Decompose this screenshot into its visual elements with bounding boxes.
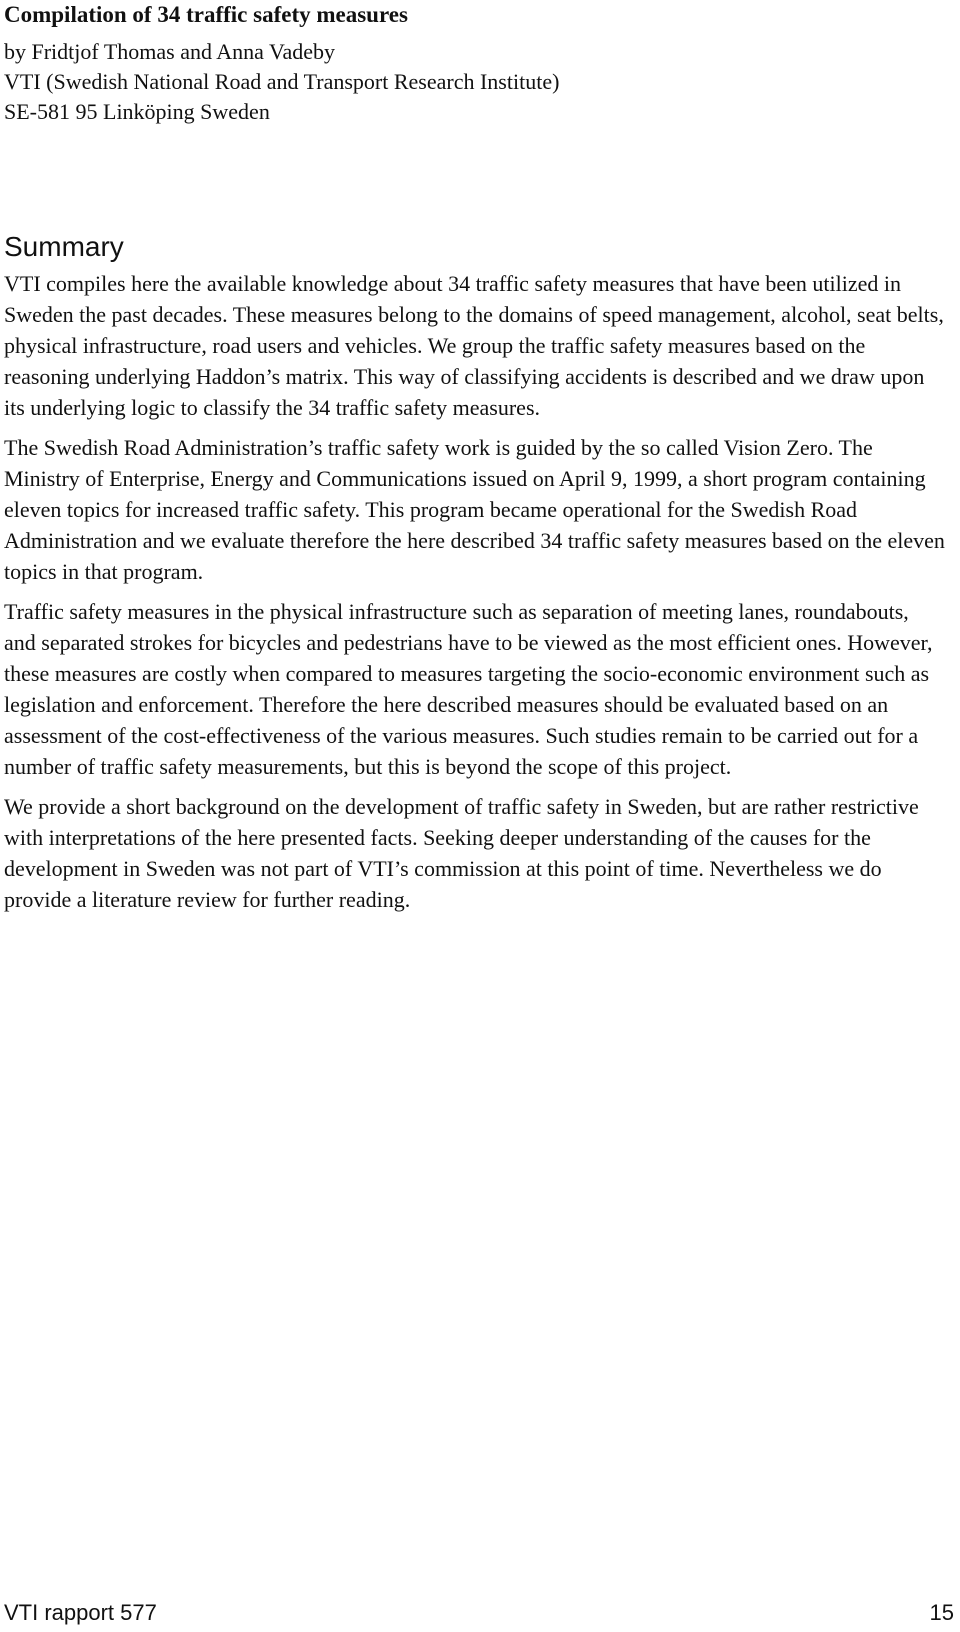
byline-address: SE-581 95 Linköping Sweden xyxy=(4,99,270,124)
page-number: 15 xyxy=(929,1600,954,1625)
summary-paragraph-2: The Swedish Road Administration’s traffic safety work is guided by the so called Vision Zero. The Ministry of Enterprise, Energy and Communications issued on April 9, 1999, a short program containing eleven topics for increased traffic safety. This program became operational for the Swedish Road Administration and we evaluate therefore the here described 34 traffic safety measures based on the eleven topics in that program. xyxy=(4,435,945,584)
document-title: Compilation of 34 traffic safety measures xyxy=(4,2,408,27)
summary-paragraph-4: We provide a short background on the development of traffic safety in Sweden, but are rather restrictive with interpretations of the here presented facts. Seeking deeper understanding of the causes for the development in Sweden was not part of VTI’s commission at this point of time. Nevertheless we do provide a literature review for further reading. xyxy=(4,794,919,912)
summary-paragraph-1: VTI compiles here the available knowledge about 34 traffic safety measures that have been utilized in Sweden the past decades. These measures belong to the domains of speed management, alcohol, seat belts, physical infrastructure, road users and vehicles. We group the traffic safety measures based on the reasoning underlying Haddon’s matrix. This way of classifying accidents is described and we draw upon its underlying logic to classify the 34 traffic safety measures. xyxy=(4,271,944,420)
author-byline xyxy=(4,37,946,127)
summary-paragraph-3: Traffic safety measures in the physical infrastructure such as separation of meeting lanes, roundabouts, and separated strokes for bicycles and pedestrians have to be viewed as the most efficient ones. However, these measures are costly when compared to measures targeting the socio-economic environment such as legislation and enforcement. Therefore the here described measures should be evaluated based on an assessment of the cost-effectiveness of the various measures. Such studies remain to be carried out for a number of traffic safety measurements, but this is beyond the scope of this project. xyxy=(4,599,933,779)
byline-authors: by Fridtjof Thomas and Anna Vadeby xyxy=(4,39,335,64)
byline-institute: VTI (Swedish National Road and Transport Research Institute) xyxy=(4,69,560,94)
page-content xyxy=(4,0,946,915)
section-heading-summary: Summary xyxy=(4,231,124,262)
page-footer xyxy=(4,1598,954,1628)
report-label: VTI rapport 577 xyxy=(4,1600,157,1625)
